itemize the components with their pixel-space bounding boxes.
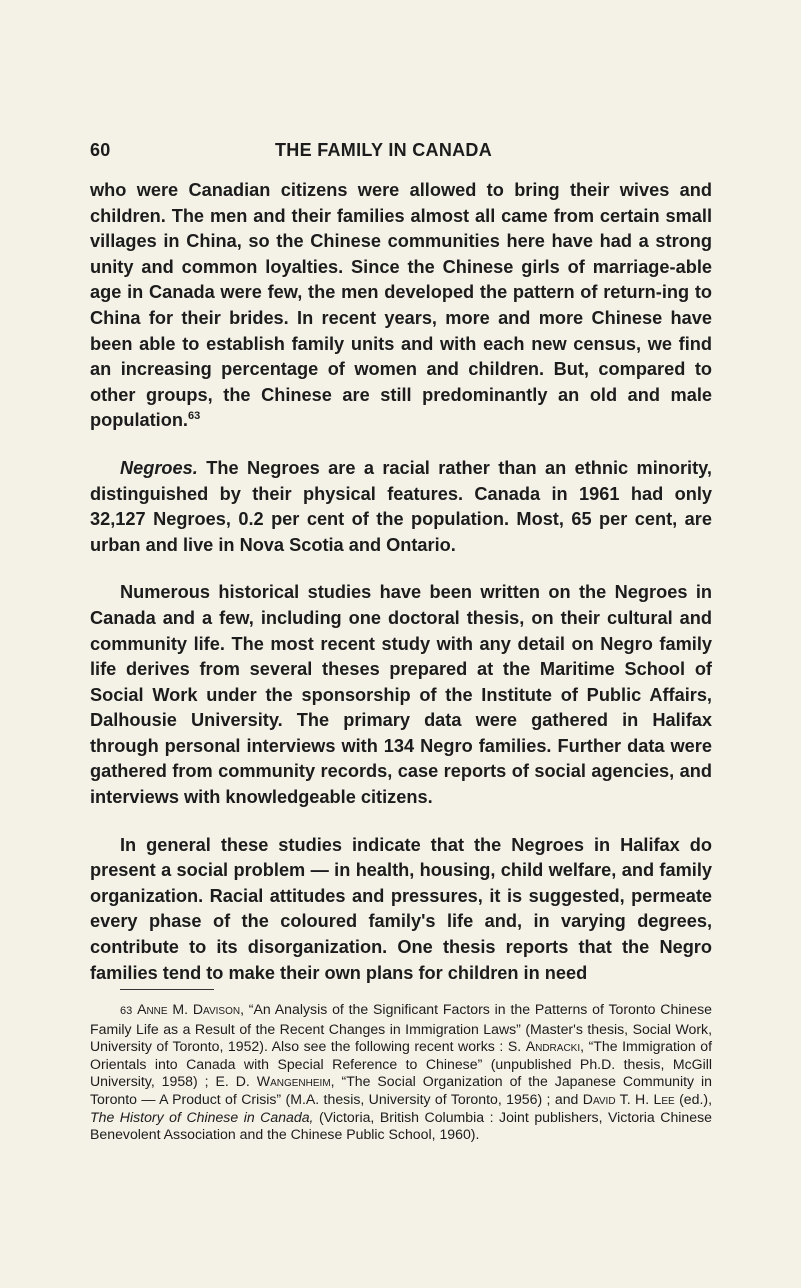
- footnote-author: Andracki,: [525, 1038, 585, 1055]
- footnote-text: “An Analysis of the Significant Factors in the Patterns of Toronto Chinese Family Life as a Result of the Recent Changes in Immigration Laws” (Master's thesis, Social Work, University of Toronto, 1952). Also see the following recent works : S.: [90, 1001, 712, 1055]
- footnote-text: (ed.),: [674, 1090, 712, 1107]
- footnote-number: 63: [120, 1005, 133, 1017]
- footnote-text: (Victoria, British Columbia : Joint publishers, Victoria Chinese Benevolent Association and the Chinese Public School, 1960).: [90, 1108, 712, 1143]
- footnote-63: [90, 1001, 712, 1144]
- footnote-text: T. H.: [615, 1090, 654, 1107]
- section-heading-negroes: Negroes.: [120, 457, 198, 478]
- footnote-text: “The Social Organization of the Japanese Community in Toronto — A Product of Crisis” (M.A. thesis, University of Toronto, 1956) ; and: [90, 1073, 713, 1107]
- footnote-author: Anne M. Davison,: [137, 1001, 244, 1017]
- footnote-reference: 63: [188, 410, 201, 423]
- paragraph-text: The Negroes are a racial rather than an ethnic minority, distinguished by their physical features. Canada in 1961 had only 32,127 Negroes, 0.2 per cent of the population. Most, 65 per cent, are urban and live in Nova Scotia and Ontario.: [90, 457, 712, 555]
- footnote-author: Lee: [653, 1090, 675, 1107]
- page-number: 60: [90, 140, 111, 160]
- body-text: [90, 178, 712, 1008]
- paragraph-general-findings: In general these studies indicate that the Negroes in Halifax do present a social problem — in health, housing, child welfare, and family organization. Racial attitudes and pressures, it is suggested, permeate every phase of the coloured family's life and, in varying degrees, contribute to its disorganization. One thesis reports that the Negro families tend to make their own plans for children in need: [90, 834, 712, 983]
- paragraph-text: who were Canadian citizens were allowed to bring their wives and children. The men and their families almost all came from certain small villages in China, so the Chinese communities here have had a strong unity and common loyalties. Since the Chinese girls of marriage-able age in Canada were few, the men developed the pattern of return-ing to China for their brides. In recent years, more and more Chinese have been able to establish family units and with each new census, we find an increasing percentage of women and children. But, compared to other groups, the Chinese are still predominantly an old and male population.: [90, 180, 712, 431]
- footnote-text: “The Immigration of Orientals into Canada with Special Reference to Chinese” (unpublished Ph.D. thesis, McGill University, 1958) ; E. D.: [90, 1038, 712, 1090]
- paragraph-chinese-continued: [90, 178, 712, 434]
- paragraph-negroes-intro: [90, 456, 712, 558]
- footnote-book-title: The History of Chinese in Canada,: [90, 1108, 314, 1125]
- running-title: THE FAMILY IN CANADA: [275, 140, 493, 160]
- footnote-author: David: [582, 1090, 616, 1107]
- paragraph-historical-studies: Numerous historical studies have been written on the Negroes in Canada and a few, including one doctoral thesis, on their cultural and community life. The most recent study with any detail on Negro family life derives from several theses prepared at the Maritime School of Social Work under the sponsorship of the Institute of Public Affairs, Dalhousie University. The primary data were gathered in Halifax through personal interviews with 134 Negro families. Further data were gathered from community records, case reports of social agencies, and interviews with knowledgeable citizens.: [90, 582, 712, 808]
- footnote-divider: [120, 989, 214, 990]
- running-header: [90, 136, 712, 166]
- footnote-author: Wangenheim,: [256, 1073, 335, 1090]
